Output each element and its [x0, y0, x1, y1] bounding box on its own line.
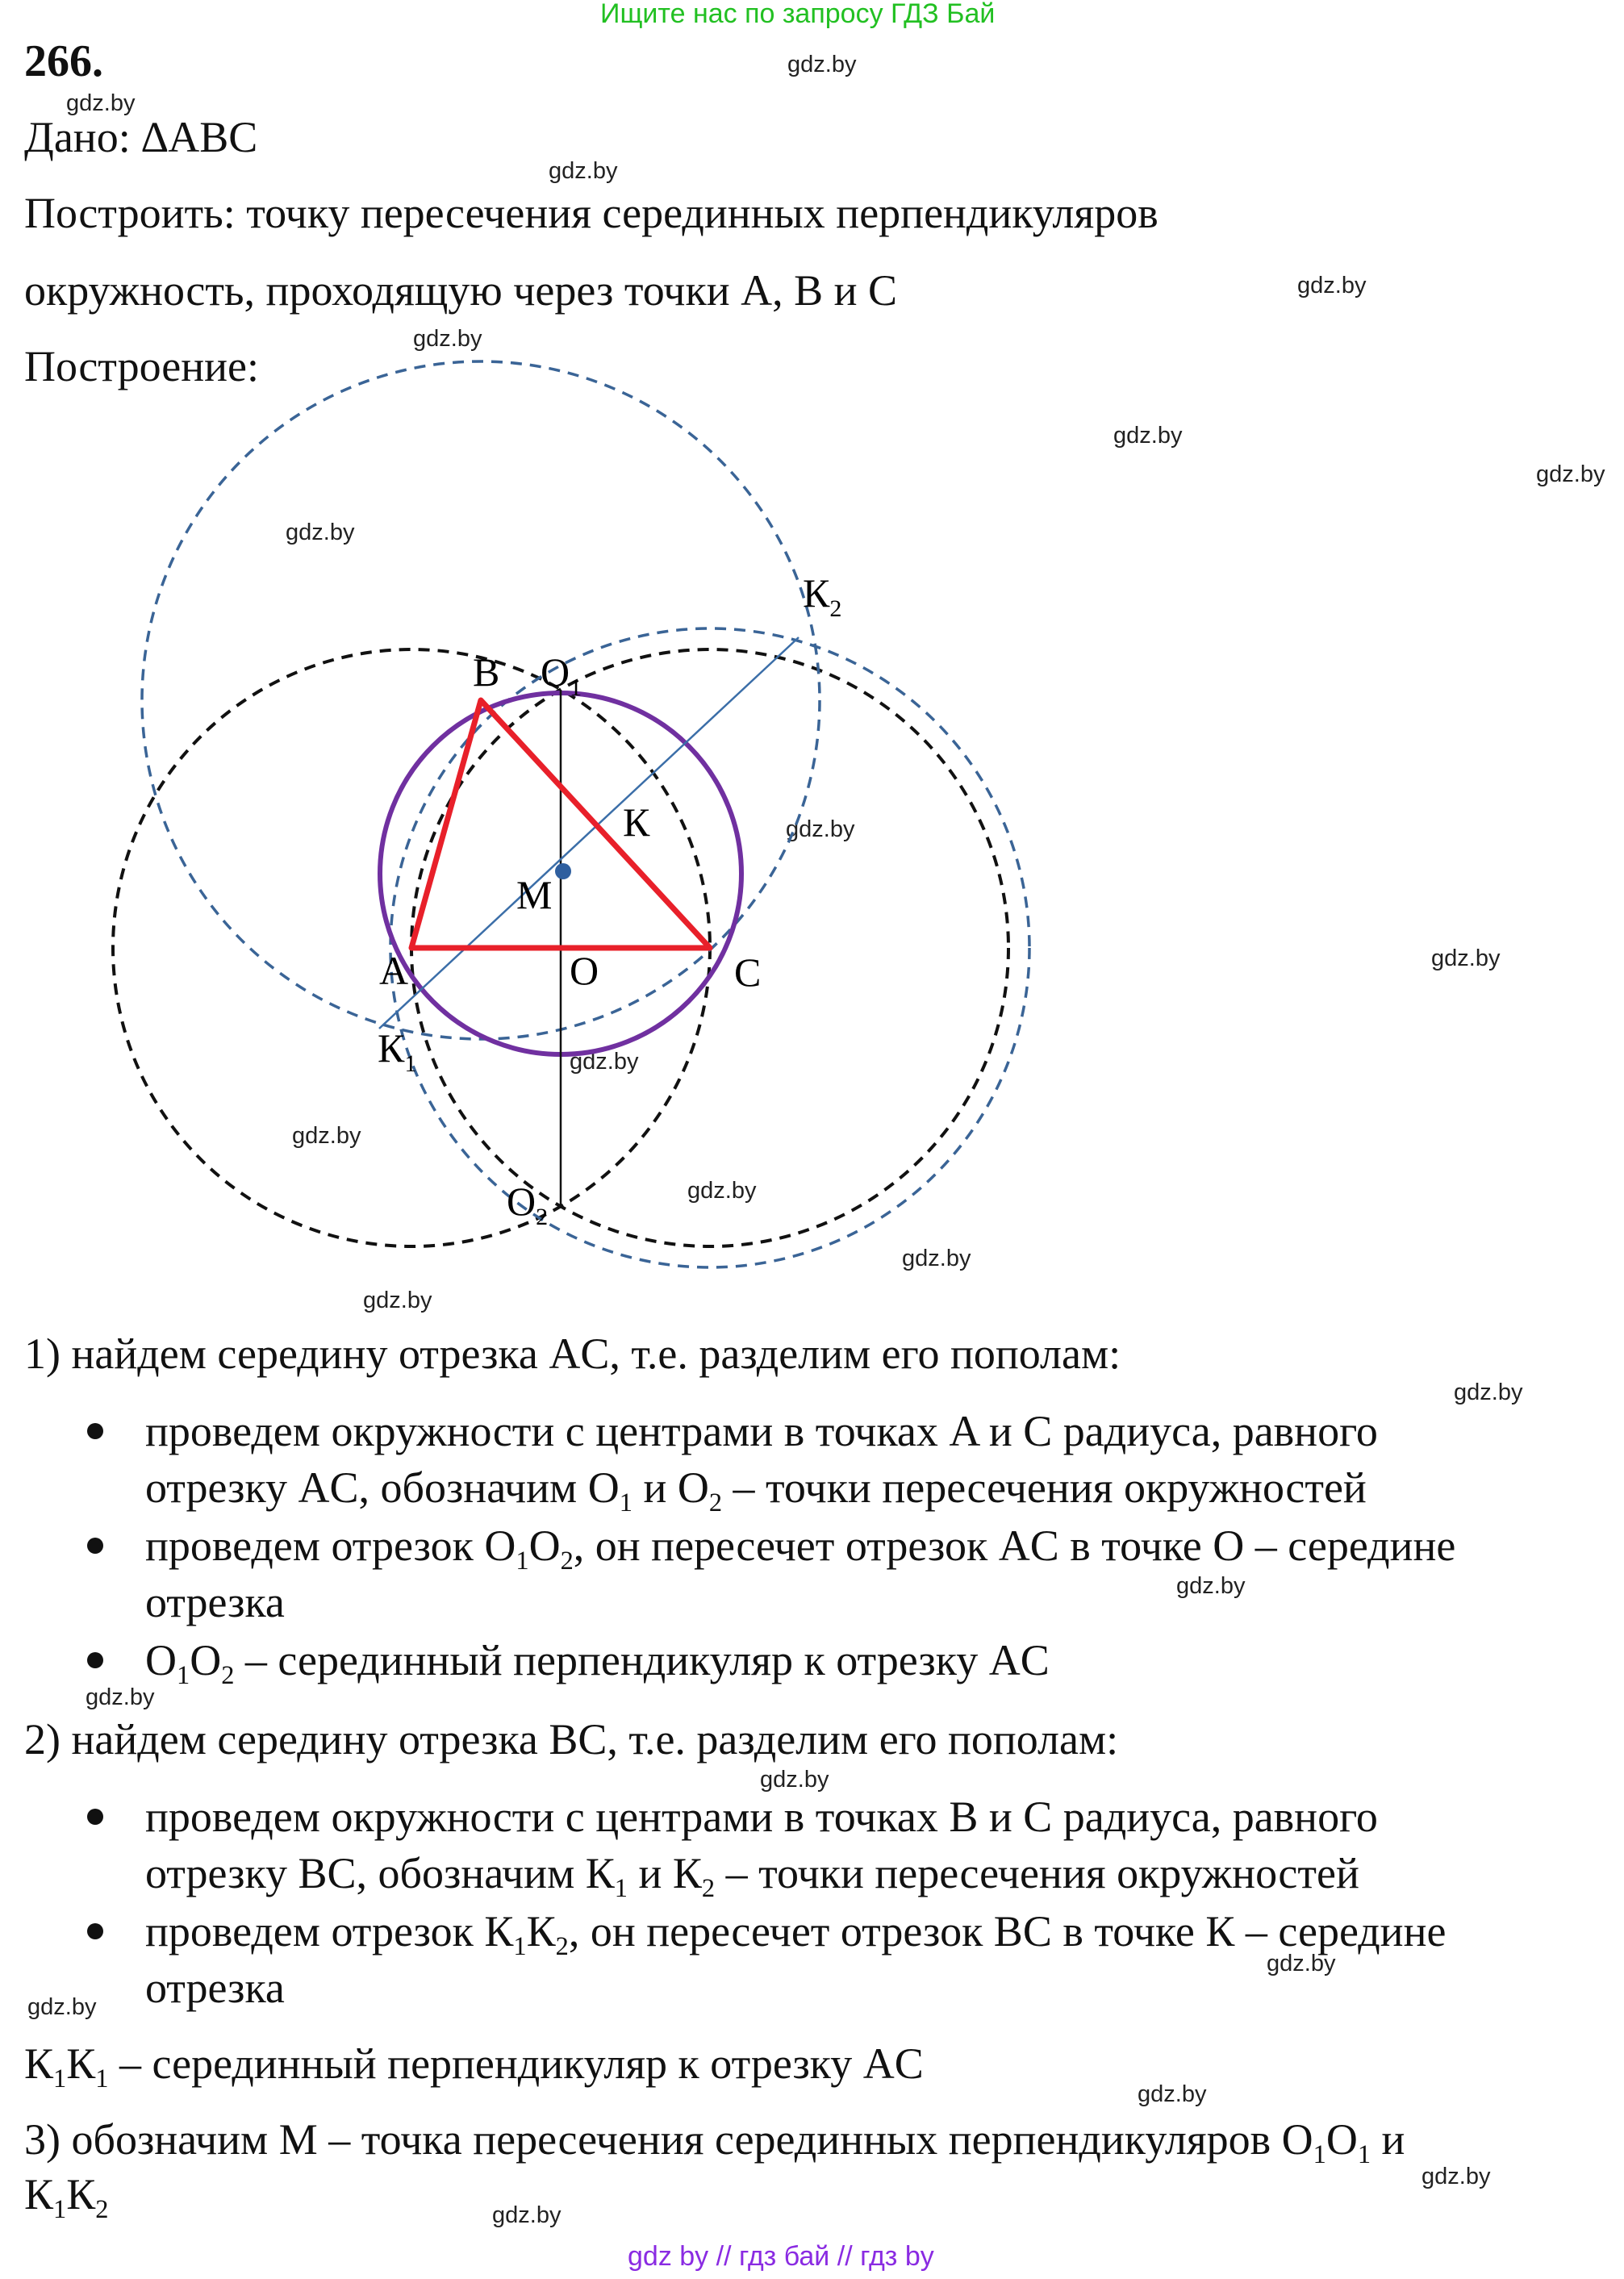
kk-line: $К_1К_1$ – серединный перпендикуляр к отрезку AC — [24, 2039, 924, 2094]
step1-bullet2-line1: проведем отрезок $O_1O_2$, он пересечет отрезок AC в точке O – середине — [145, 1521, 1456, 1576]
footer-links[interactable]: gdz by // гдз бай // гдз by — [628, 2241, 934, 2272]
watermark: gdz.by — [286, 520, 355, 545]
watermark: gdz.by — [1297, 273, 1367, 298]
watermark: gdz.by — [1454, 1380, 1523, 1405]
watermark: gdz.by — [86, 1684, 155, 1710]
label-O1: $O_1$ — [541, 649, 582, 701]
label-M: M — [516, 872, 553, 917]
watermark: gdz.by — [1176, 1573, 1246, 1599]
label-C: C — [734, 950, 762, 995]
watermark: gdz.by — [687, 1178, 757, 1204]
step1-bullet1-line1: проведем окружности с центрами в точках A и C радиуса, равного — [145, 1407, 1378, 1455]
watermark: gdz.by — [1536, 461, 1605, 487]
step1-bullet2-line2: отрезка — [145, 1578, 285, 1626]
watermark: gdz.by — [363, 1288, 432, 1313]
bullet — [87, 1809, 103, 1825]
watermark: gdz.by — [27, 1994, 97, 2020]
watermark: gdz.by — [1267, 1951, 1336, 1976]
label-K1: $К_1$ — [378, 1025, 417, 1077]
watermark: gdz.by — [292, 1123, 361, 1149]
label-O: O — [570, 948, 599, 993]
watermark: gdz.by — [66, 90, 136, 116]
label-A: A — [379, 948, 409, 993]
bullet — [87, 1923, 103, 1939]
step2-bullet1-line1: проведем окружности с центрами в точках B и C радиуса, равного — [145, 1793, 1378, 1841]
bullet — [87, 1652, 103, 1668]
watermark: gdz.by — [902, 1246, 971, 1271]
watermark: gdz.by — [549, 158, 618, 184]
watermark: gdz.by — [787, 52, 857, 77]
construct-line-2: окружность, проходящую через точки A, B и C — [24, 266, 898, 315]
watermark: gdz.by — [570, 1049, 639, 1075]
watermark: gdz.by — [760, 1767, 829, 1793]
step3-line2: $К_1К_2$ — [24, 2170, 109, 2225]
step2-bullet2-line2: отрезка — [145, 1964, 285, 2012]
watermark: gdz.by — [492, 2202, 562, 2228]
step2-bullet2-line1: проведем отрезок $К_1К_2$, он пересечет отрезок BC в точке К – середине — [145, 1907, 1447, 1962]
given-line: Дано: ∆ABC — [24, 113, 258, 161]
step1-bullet1-line2: отрезку AC, обозначим $O_1$ и $O_2$ – точки пересечения окружностей — [145, 1463, 1367, 1518]
step2-title: 2) найдем середину отрезка BC, т.е. разделим его пополам: — [24, 1715, 1119, 1764]
label-O2: $O_2$ — [507, 1179, 549, 1230]
label-B: B — [473, 649, 500, 695]
step3-line1: 3) обозначим M – точка пересечения серединных перпендикуляров $O_1O_1$ и — [24, 2115, 1405, 2170]
problem-number: 266. — [24, 36, 103, 86]
watermark: gdz.by — [786, 816, 855, 842]
watermark: gdz.by — [413, 326, 482, 352]
step1-bullet3: $O_1O_2$ – серединный перпендикуляр к отрезку AC — [145, 1636, 1050, 1691]
label-K2: $К_2$ — [803, 570, 842, 622]
watermark: gdz.by — [1431, 945, 1501, 971]
bullet — [87, 1538, 103, 1554]
point-M — [555, 863, 571, 879]
step1-title: 1) найдем середину отрезка AC, т.е. разделим его пополам: — [24, 1329, 1121, 1378]
watermark: gdz.by — [1422, 2164, 1491, 2189]
watermark: gdz.by — [1113, 423, 1183, 449]
label-K: К — [623, 799, 650, 845]
step2-bullet1-line2: отрезку BC, обозначим $К_1$ и $К_2$ – точки пересечения окружностей — [145, 1849, 1359, 1904]
construction-label: Построение: — [24, 342, 259, 390]
bullet — [87, 1423, 103, 1439]
construct-line-1: Построить: точку пересечения серединных перпендикуляров — [24, 189, 1159, 237]
watermark: gdz.by — [1138, 2081, 1207, 2107]
top-banner[interactable]: Ищите нас по запросу ГДЗ Бай — [600, 0, 996, 29]
